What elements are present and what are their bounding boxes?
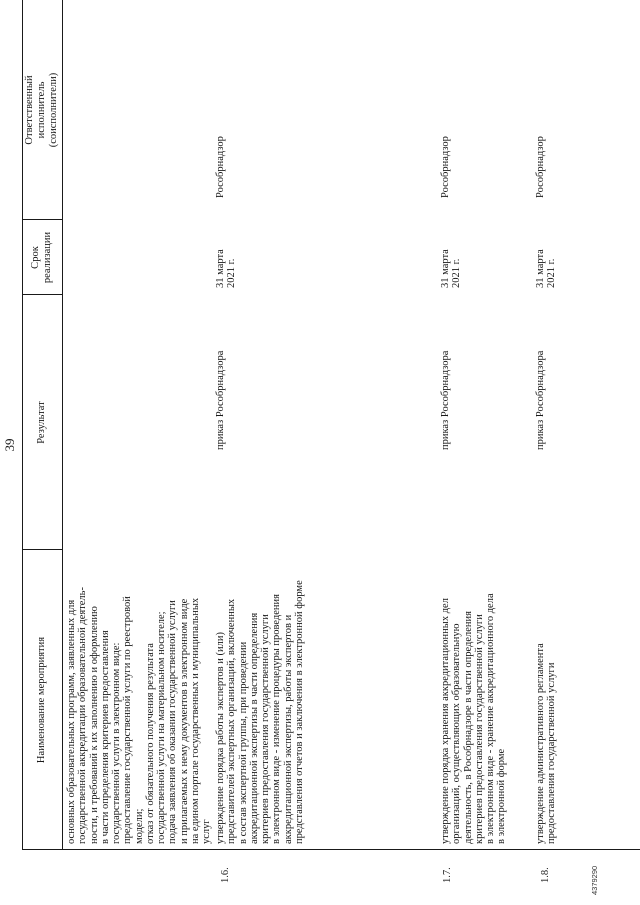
header-result: Результат bbox=[36, 401, 47, 444]
header-bottom-border bbox=[62, 0, 63, 850]
row-3-result: приказ Рособрнадзора bbox=[535, 350, 546, 450]
document-code: 4379290 bbox=[590, 865, 599, 895]
row-2-number: 1.7. bbox=[442, 867, 453, 883]
row-2-result: приказ Рособрнадзора bbox=[440, 350, 451, 450]
page-number: 39 bbox=[2, 438, 17, 452]
row-3-activity: утверждение административного регламента предоставления государственной услуги bbox=[535, 643, 558, 844]
header-activity: Наименование мероприятия bbox=[36, 636, 47, 764]
row-2-deadline: 31 марта 2021 г. bbox=[440, 249, 463, 288]
column-divider-1 bbox=[22, 849, 640, 850]
row-1-number: 1.6. bbox=[220, 867, 231, 883]
row-1-result: приказ Рособрнадзора bbox=[215, 350, 226, 450]
row-0-activity: основных образовательных программ, заявленных для государственной аккредитации образовательной деятель- ности, и требований к их заполнению и оформлению в части определения критериев предоставления государственной услуги в электронном виде: предоставление государственной услуги по реестровой модели; отказ от обязательного получения результата государственной услуги на материальном носителе; подача заявления об оказании государственной услуги и прилагаемых к нему документов в электронном виде на едином портале государственных и муниципальных услуг bbox=[66, 587, 212, 844]
row-3-number: 1.8. bbox=[540, 867, 551, 883]
row-3-responsible: Рособрнадзор bbox=[535, 136, 546, 198]
row-1-deadline: 31 марта 2021 г. bbox=[215, 249, 238, 288]
header-responsible: Ответственный исполнитель (соисполнители) bbox=[24, 72, 59, 148]
row-3-deadline: 31 марта 2021 г. bbox=[535, 249, 558, 288]
row-1-responsible: Рособрнадзор bbox=[215, 136, 226, 198]
row-2-responsible: Рособрнадзор bbox=[440, 136, 451, 198]
row-1-activity: утверждение порядка работы экспертов и (или) представителей экспертных организаций, включенных в состав экспертной группы, при проведении аккредитационной экспертизы в части определения критериев предоставления государственной услуги в электронном виде - изменение процедуры проведения аккредитационной экспертизы, работы экспертов и представления отчетов и заключения в электронной форме bbox=[215, 580, 305, 844]
row-2-activity: утверждение порядка хранения аккредитационных дел организаций, осуществляющих образовательную деятельность, в Рособрнадзоре в части определения критериев предоставления государственной услуги в электронном виде - хранение аккредитационного дела в электронной форме bbox=[440, 593, 508, 844]
header-deadline: Срок реализации bbox=[30, 231, 53, 284]
